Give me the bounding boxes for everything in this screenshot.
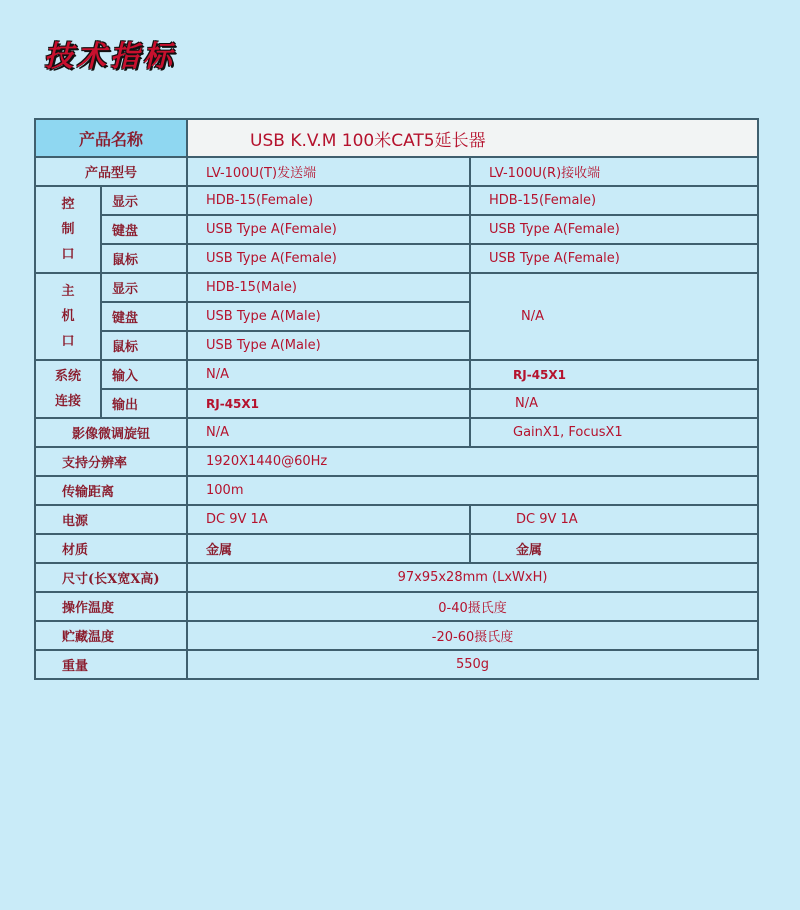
control-keyboard-tx: USB Type A(Female) <box>187 215 470 244</box>
product-name-value: USB K.V.M 100米CAT5延长器 <box>187 119 758 157</box>
resolution-row <box>35 447 758 476</box>
material-rx: 金属 <box>470 534 758 563</box>
page-title: 技术指标 <box>44 39 177 73</box>
system-link-label <box>35 360 101 418</box>
product-name-label: 产品名称 <box>35 119 187 157</box>
material-tx: 金属 <box>187 534 470 563</box>
product-name-row <box>35 119 758 157</box>
host-port-label-text: 主 机 口 <box>61 284 75 349</box>
link-output-tx: RJ-45X1 <box>187 389 470 418</box>
control-mouse-label: 鼠标 <box>101 244 187 273</box>
knob-tx: N/A <box>187 418 470 447</box>
link-output-row <box>35 389 758 418</box>
link-input-tx: N/A <box>187 360 470 389</box>
host-keyboard-label: 键盘 <box>101 302 187 331</box>
host-mouse-tx: USB Type A(Male) <box>187 331 470 360</box>
model-row <box>35 157 758 186</box>
power-row <box>35 505 758 534</box>
host-display-tx: HDB-15(Male) <box>187 273 470 302</box>
resolution-value: 1920X1440@60Hz <box>187 447 758 476</box>
knob-rx: GainX1, FocusX1 <box>470 418 758 447</box>
storage-temp-label: 贮藏温度 <box>35 621 187 650</box>
knob-label: 影像微调旋钮 <box>35 418 187 447</box>
model-label: 产品型号 <box>35 157 187 186</box>
control-keyboard-row <box>35 215 758 244</box>
size-value: 97x95x28mm (LxWxH) <box>187 563 758 592</box>
size-row <box>35 563 758 592</box>
control-display-label: 显示 <box>101 186 187 215</box>
storage-temp-row <box>35 621 758 650</box>
link-input-label: 输入 <box>101 360 187 389</box>
link-output-label: 输出 <box>101 389 187 418</box>
model-rx: LV-100U(R)接收端 <box>470 157 758 186</box>
spec-table <box>34 118 759 680</box>
link-input-row <box>35 360 758 389</box>
link-input-rx: RJ-45X1 <box>470 360 758 389</box>
control-mouse-rx: USB Type A(Female) <box>470 244 758 273</box>
host-port-label <box>35 273 101 360</box>
power-rx: DC 9V 1A <box>470 505 758 534</box>
control-keyboard-label: 键盘 <box>101 215 187 244</box>
op-temp-label: 操作温度 <box>35 592 187 621</box>
control-display-rx: HDB-15(Female) <box>470 186 758 215</box>
weight-value: 550g <box>187 650 758 679</box>
op-temp-value: 0-40摄氏度 <box>187 592 758 621</box>
system-link-label-text: 系统 连接 <box>54 369 81 409</box>
control-display-tx: HDB-15(Female) <box>187 186 470 215</box>
control-display-row <box>35 186 758 215</box>
distance-label: 传输距离 <box>35 476 187 505</box>
power-label: 电源 <box>35 505 187 534</box>
power-tx: DC 9V 1A <box>187 505 470 534</box>
distance-value: 100m <box>187 476 758 505</box>
control-mouse-tx: USB Type A(Female) <box>187 244 470 273</box>
storage-temp-value: -20-60摄氏度 <box>187 621 758 650</box>
knob-row <box>35 418 758 447</box>
model-tx: LV-100U(T)发送端 <box>187 157 470 186</box>
host-port-rx: N/A <box>470 273 758 360</box>
control-port-label-text: 控 制 口 <box>61 197 75 262</box>
host-display-label: 显示 <box>101 273 187 302</box>
host-mouse-label: 鼠标 <box>101 331 187 360</box>
size-label: 尺寸(长X宽X高) <box>35 563 187 592</box>
material-row <box>35 534 758 563</box>
host-display-row <box>35 273 758 302</box>
weight-row <box>35 650 758 679</box>
distance-row <box>35 476 758 505</box>
material-label: 材质 <box>35 534 187 563</box>
weight-label: 重量 <box>35 650 187 679</box>
resolution-label: 支持分辨率 <box>35 447 187 476</box>
control-keyboard-rx: USB Type A(Female) <box>470 215 758 244</box>
host-keyboard-tx: USB Type A(Male) <box>187 302 470 331</box>
control-mouse-row <box>35 244 758 273</box>
link-output-rx: N/A <box>470 389 758 418</box>
control-port-label <box>35 186 101 273</box>
op-temp-row <box>35 592 758 621</box>
